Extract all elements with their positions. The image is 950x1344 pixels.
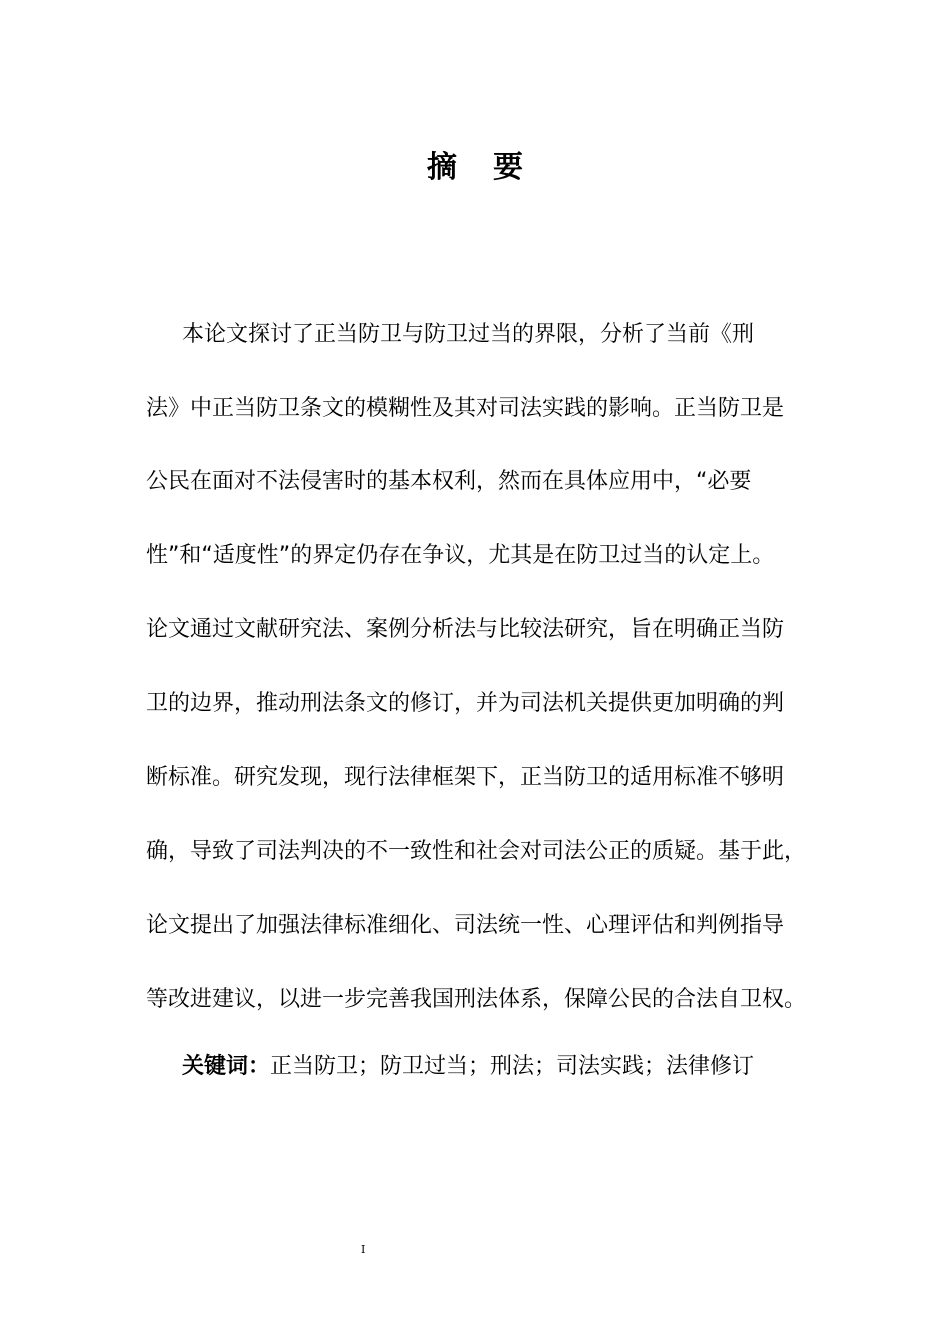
abstract-line: 卫的边界，推动刑法条文的修订，并为司法机关提供更加明确的判 [146,691,785,716]
keywords-value: 正当防卫；防卫过当；刑法；司法实践；法律修订 [270,1054,755,1079]
keywords-line [182,1052,754,1082]
abstract-line: 确，导致了司法判决的不一致性和社会对司法公正的质疑。基于此， [146,839,807,864]
abstract-line: 公民在面对不法侵害时的基本权利，然而在具体应用中，“必要 [146,469,752,494]
abstract-line: 等改进建议，以进一步完善我国刑法体系，保障公民的合法自卫权。 [146,987,807,1012]
abstract-line: 本论文探讨了正当防卫与防卫过当的界限，分析了当前《刑 [182,322,755,347]
page-number: I [361,1243,366,1256]
abstract-line: 论文通过文献研究法、案例分析法与比较法研究，旨在明确正当防 [146,617,785,642]
abstract-line: 论文提出了加强法律标准细化、司法统一性、心理评估和判例指导 [146,913,785,938]
abstract-line: 法》中正当防卫条文的模糊性及其对司法实践的影响。正当防卫是 [146,396,785,421]
abstract-title: 摘要 [427,150,559,185]
abstract-line: 断标准。研究发现，现行法律框架下，正当防卫的适用标准不够明 [146,765,785,790]
keywords-label: 关键词： [182,1054,271,1079]
abstract-line: 性”和“适度性”的界定仍存在争议，尤其是在防卫过当的认定上。 [146,543,775,568]
